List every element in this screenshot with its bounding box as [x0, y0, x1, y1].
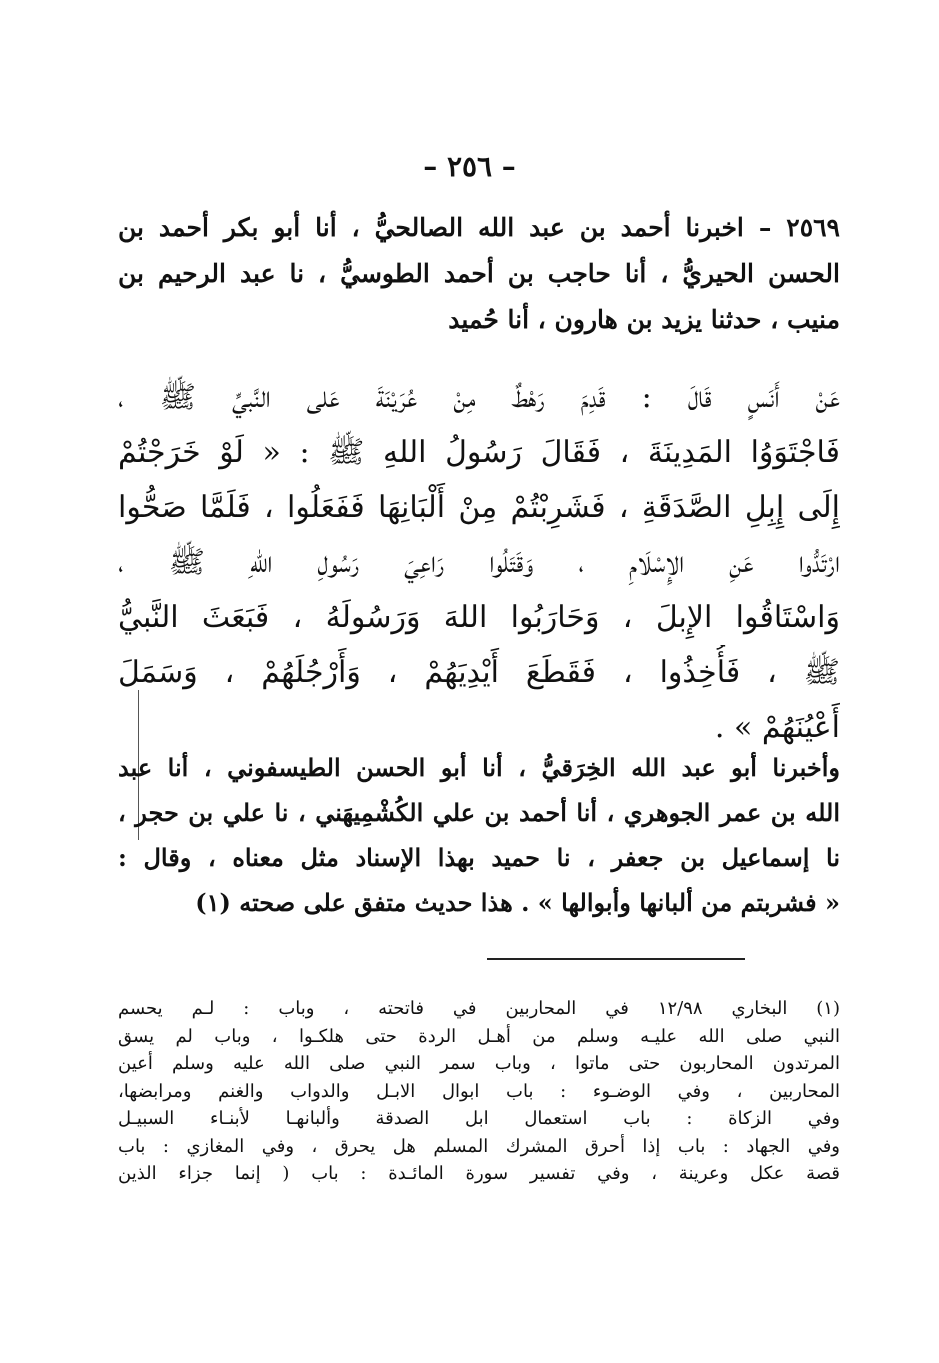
- matn-line: وَاسْتَاقُوا الإِبلَ ، وَحَارَبُوا اللهَ وَرَسُولَهُ ، فَبَعَثَ النَّبيُّ: [118, 600, 840, 635]
- hadith-isnad: [118, 205, 840, 343]
- matn-line: ﷺ ، فَأُخِذُوا ، فَقَطَعَ أَيْدِيَهُمْ ، وَأَرْجُلَهُمْ ، وَسَمَلَ: [118, 655, 840, 690]
- isnad-line: منيب ، حدثنا يزيد بن هارون ، أنا حُميد: [448, 305, 840, 334]
- second-isnad-line: نا إسماعيل بن جعفر ، نا حميد بهذا الإسناد مثل معناه ، وقال :: [118, 843, 840, 872]
- hadith-number: ٢٥٦٩ –: [758, 213, 840, 242]
- footnote-line: المحاربين ، وفي الوضـوء : باب ابوال الابـل والدواب والغنم ومرابضها،: [118, 1080, 840, 1102]
- isnad-line-text: اخبرنا أحمد بن عبد الله الصالحيُّ ، أنا أبو بكر أحمد بن: [118, 213, 744, 242]
- page-number: – ٢٥٦ –: [423, 150, 516, 183]
- footnote-line: قصة عكل وعرينة ، وفي تفسير سورة المائـدة : باب ( إنما جزاء الذين: [118, 1163, 840, 1184]
- isnad-line: [118, 205, 840, 251]
- footnote-line: (١) البخاري ١٢/٩٨ في المحاربين في فاتحته ، وباب : لـم يحسم: [118, 998, 840, 1019]
- footnote-line: المرتدون المحاربون حتى ماتوا ، وباب سمر النبي صلى الله عليه وسلم أعين: [118, 1053, 840, 1074]
- footnote-line: النبي صلى الله عليـه وسلم من أهـل الردة حتى هلكـوا ، وباب لم يسق: [118, 1025, 840, 1047]
- footnote-line: وفي الزكاة : باب استعمال ابل الصدقة وألبانهـا لأبنـاء السبيـل: [118, 1108, 840, 1129]
- matn-line: إِلَى إِبِلِ الصَّدَقَةِ ، فَشَرِبْتُمْ مِنْ أَلْبَانِهَا فَفَعَلُوا ، فَلَمَّا صَحُّوا: [118, 490, 840, 525]
- footnote-divider: [487, 958, 745, 960]
- hadith-text: [118, 370, 840, 755]
- second-isnad-line: وأخبرنا أبو عبد الله الخِرَقيُّ ، أنا أبو الحسن الطيسفوني ، أنا عبد: [118, 753, 840, 782]
- matn-line: فَاجْتَوَوُا المَدِينَةَ ، فَقَالَ رَسُولُ اللهِ ﷺ : « لَوْ خَرَجْتُمْ: [118, 435, 840, 470]
- second-isnad-line: « فشربتم من ألبانها وأبوالها » . هذا حديث متفق على صحته (١): [195, 888, 840, 917]
- footnote-line: وفي الجهاد : باب إذا أحرق المشرك المسلم هل يحرق ، وفي المغازي : باب: [118, 1135, 840, 1157]
- footnotes: [118, 995, 840, 1188]
- matn-line: ارْتَدُّوا عَنِ الإِسْلَامِ ، وَقَتَلُوا رَاعِيَ رَسُولِ اللهِ ﷺ ،: [118, 545, 840, 580]
- matn-line: عَنْ أَنَسٍ قَالَ : قَدِمَ رَهْطٌ مِنْ عُرَيْنَةَ عَلى النَّبيِّ ﷺ ،: [118, 380, 840, 415]
- isnad-line: الحسن الحيريُّ ، أنا حاجب بن أحمد الطوسيُّ ، نا عبد الرحيم بن: [118, 259, 840, 288]
- second-isnad-line: الله بن عمر الجوهري ، أنا أحمد بن علي الكُشْمِيهَني ، نا علي بن حجر ،: [118, 798, 840, 827]
- matn-line: أَعْيُنَهُمْ » .: [714, 710, 840, 745]
- second-isnad: [118, 745, 840, 925]
